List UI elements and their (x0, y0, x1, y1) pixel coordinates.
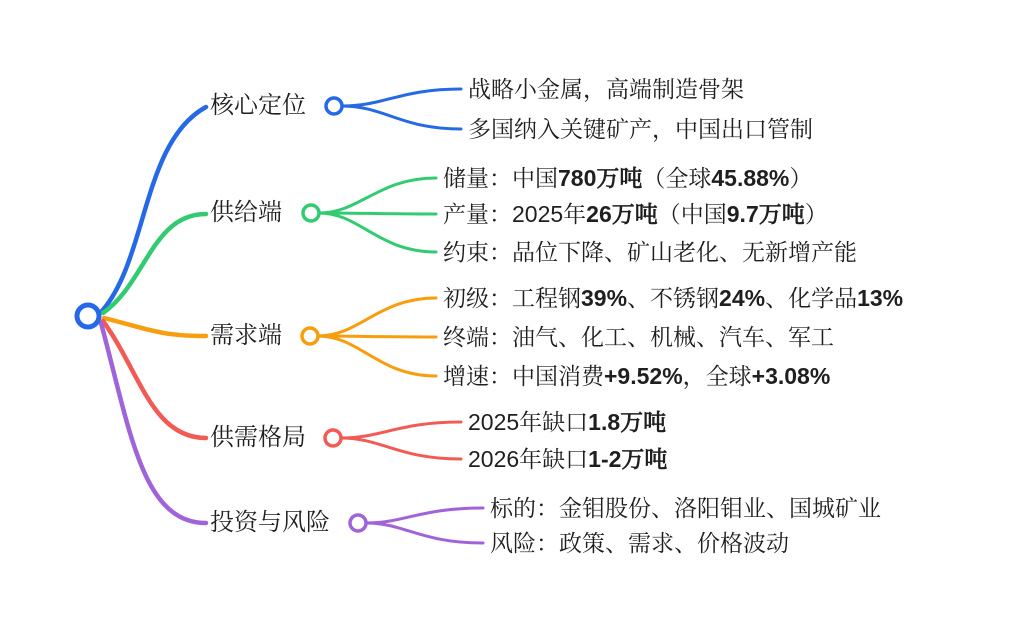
branch-curve (104, 318, 206, 336)
leaf-node[interactable]: 增速：中国消费+9.52%，全球+3.08% (443, 362, 831, 389)
leaf-curve (318, 336, 436, 376)
leaf-node[interactable]: 风险：政策、需求、价格波动 (490, 529, 789, 556)
branch-label-balance[interactable]: 供需格局 (210, 424, 306, 452)
leaf-node[interactable]: 初级：工程钢39%、不锈钢24%、化学品13% (443, 284, 904, 311)
branch-curve (103, 321, 206, 438)
leaf-curve (366, 508, 483, 523)
leaf-node[interactable]: 多国纳入关键矿产，中国出口管制 (468, 115, 813, 142)
leaf-node[interactable]: 标的：金钼股份、洛阳钼业、国城矿业 (490, 494, 881, 521)
node-toggle-supply[interactable] (303, 205, 319, 221)
node-toggle-core[interactable] (326, 98, 342, 114)
branch-curve (102, 107, 206, 311)
leaf-curve (319, 178, 436, 213)
leaf-curve (341, 438, 461, 459)
leaf-node[interactable]: 2026年缺口1-2万吨 (468, 445, 668, 472)
leaf-curve (366, 523, 483, 543)
leaf-node[interactable]: 2025年缺口1.8万吨 (468, 408, 667, 435)
leaf-node[interactable]: 约束：品位下降、矿山老化、无新增产能 (443, 238, 857, 265)
leaf-curve (318, 298, 436, 336)
leaf-curve (319, 213, 436, 252)
leaf-curve (319, 213, 436, 214)
node-toggle-balance[interactable] (325, 430, 341, 446)
leaf-curve (342, 106, 461, 129)
leaf-node[interactable]: 产量：2025年26万吨（中国9.7万吨） (443, 200, 828, 227)
leaf-node[interactable]: 储量：中国780万吨（全球45.88%） (443, 164, 813, 191)
leaf-node[interactable]: 战略小金属，高端制造骨架 (468, 75, 744, 102)
branch-label-core[interactable]: 核心定位 (210, 92, 306, 120)
branch-label-invest[interactable]: 投资与风险 (210, 509, 330, 537)
root-node-circle[interactable] (77, 305, 99, 327)
leaf-curve (318, 336, 436, 337)
leaf-curve (342, 89, 461, 106)
branch-curve (103, 214, 206, 313)
branch-curve (101, 323, 206, 523)
branch-label-supply[interactable]: 供给端 (210, 199, 282, 227)
node-toggle-invest[interactable] (350, 515, 366, 531)
leaf-curve (341, 422, 461, 438)
branch-label-demand[interactable]: 需求端 (210, 322, 282, 350)
leaf-node[interactable]: 终端：油气、化工、机械、汽车、军工 (443, 323, 834, 350)
node-toggle-demand[interactable] (302, 328, 318, 344)
